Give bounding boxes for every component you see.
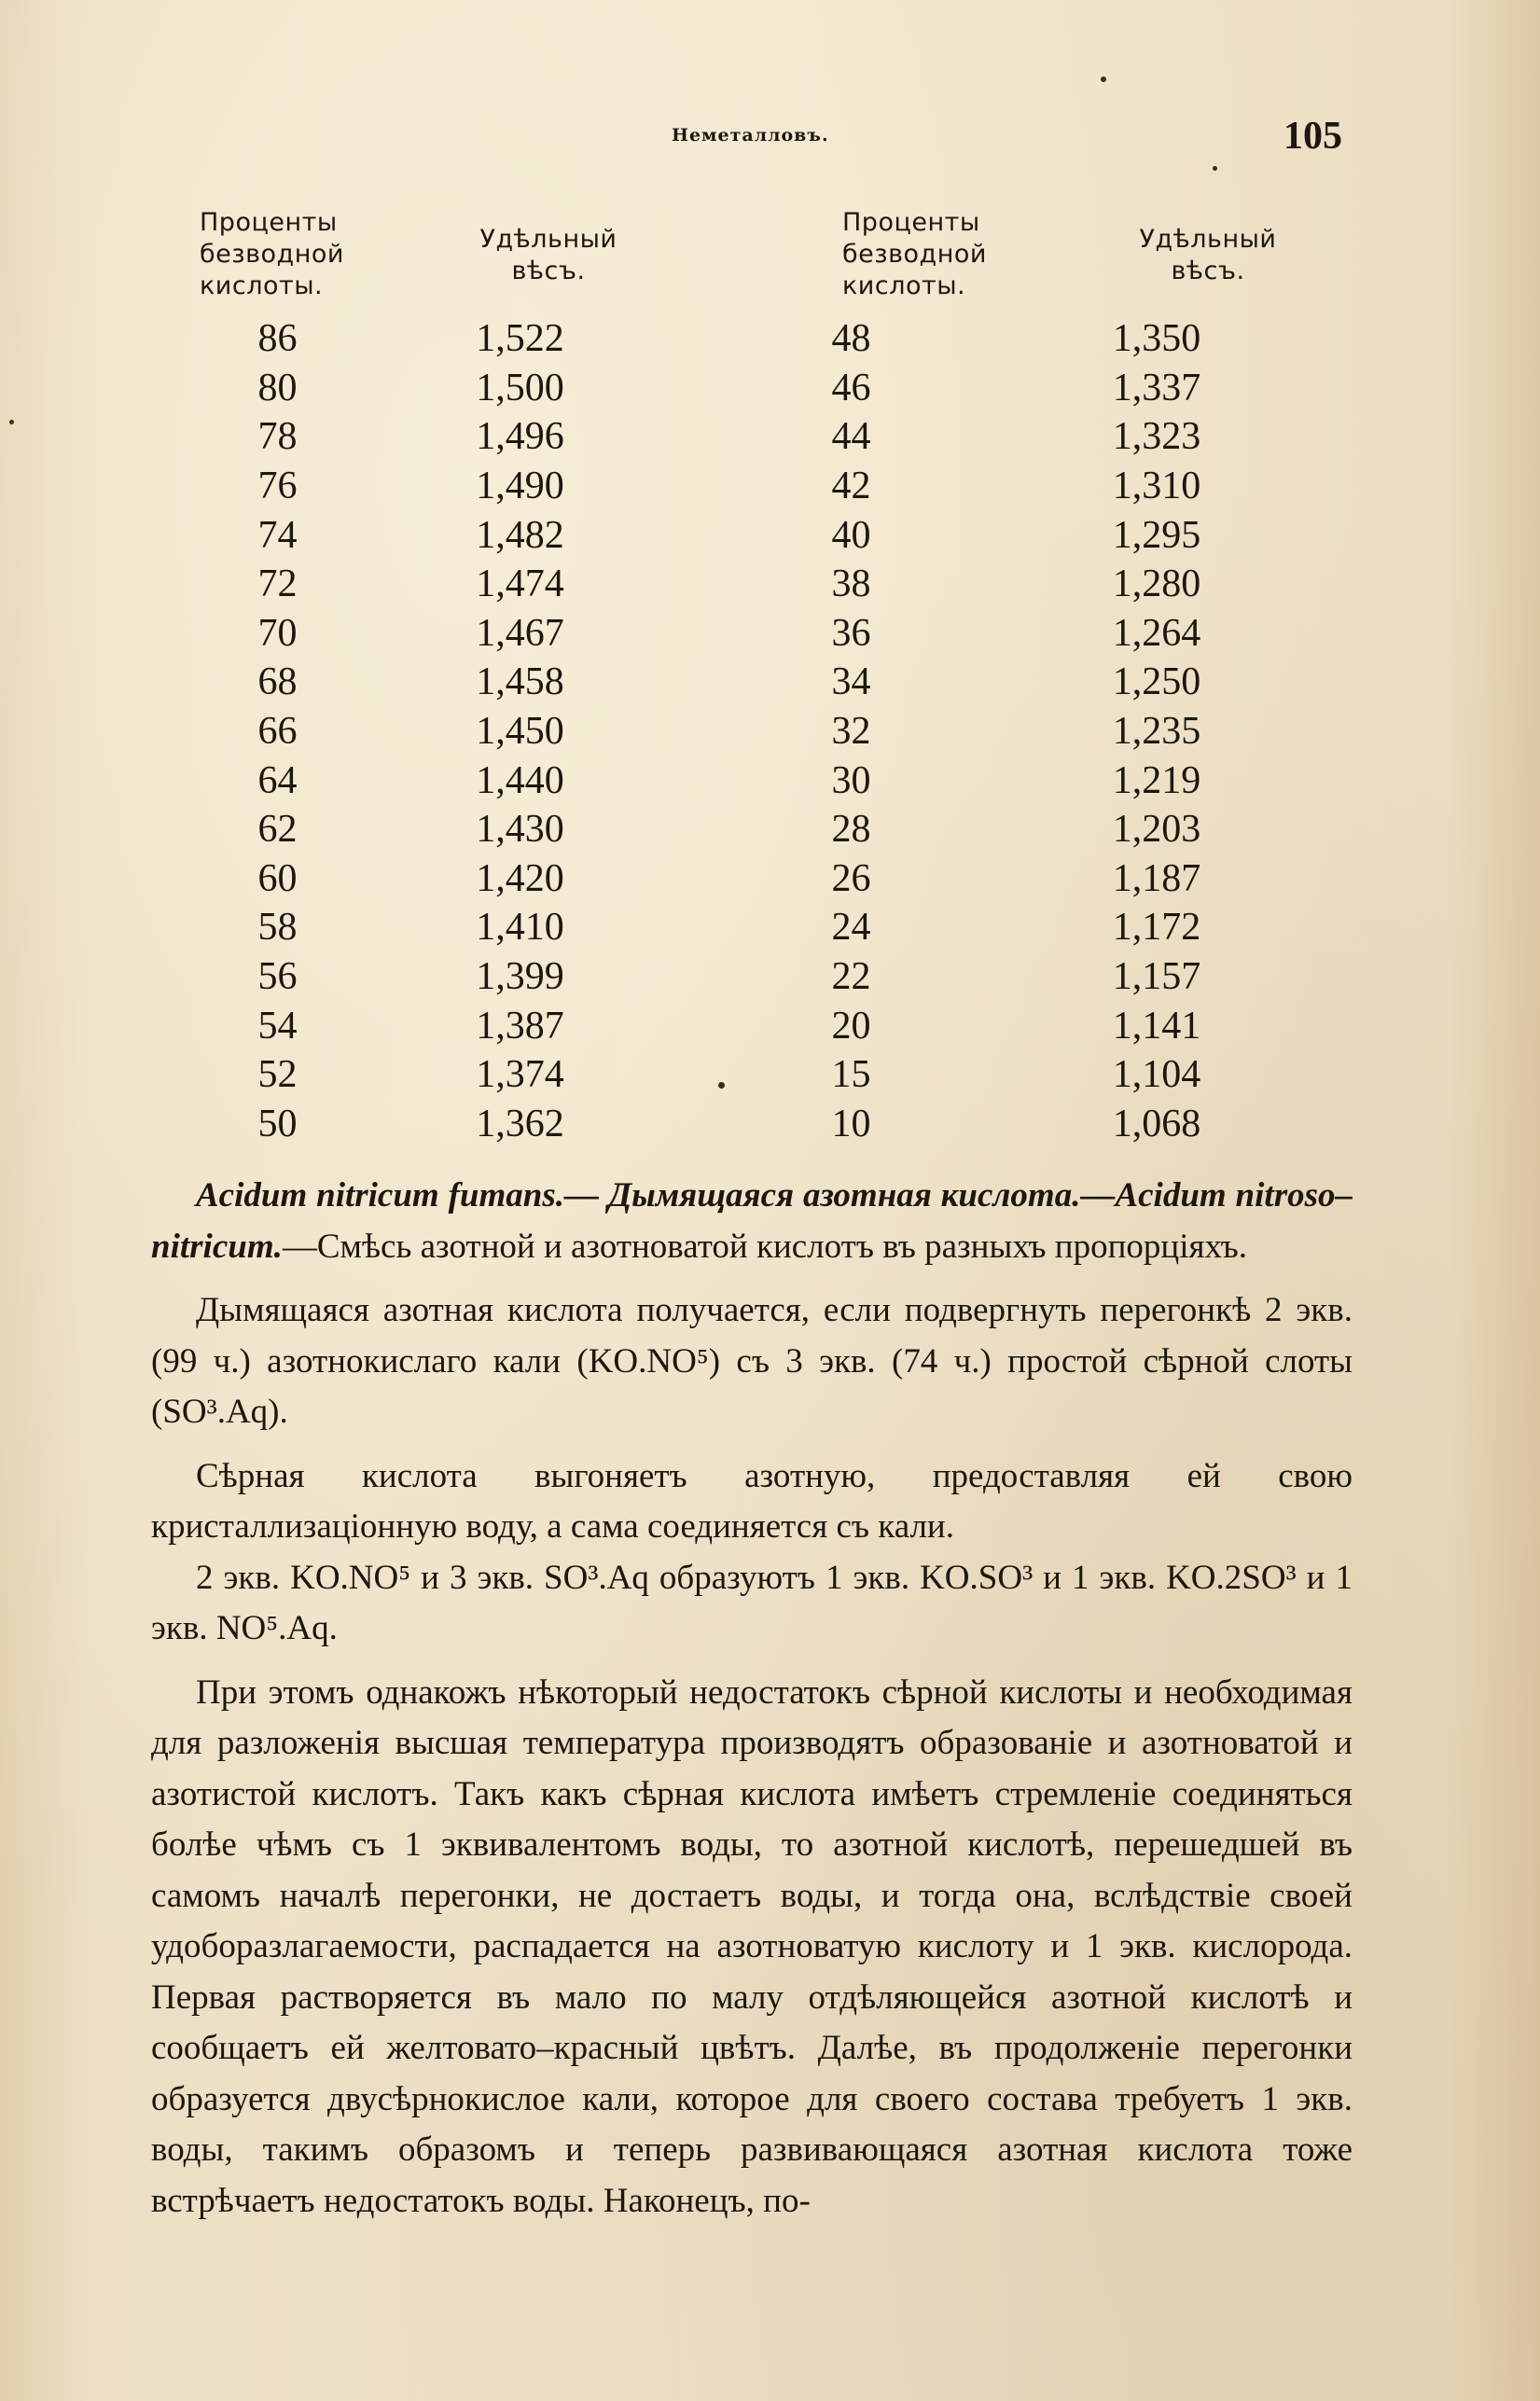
table-row [196, 756, 1292, 805]
weight-right-cell: 1,250 [1112, 660, 1201, 704]
percent-right-cell: 32 [831, 710, 871, 754]
weight-left-cell: 1,440 [476, 758, 564, 802]
column-header-percent-left [200, 207, 344, 302]
table-row [196, 364, 1292, 413]
weight-right-cell: 1,104 [1112, 1053, 1201, 1097]
header-line: Проценты [842, 208, 980, 237]
header-line: Проценты [200, 208, 338, 237]
percent-left-cell: 78 [257, 415, 298, 459]
weight-right-cell: 1,310 [1112, 465, 1201, 508]
percent-left-cell: 66 [257, 710, 298, 754]
weight-right-cell: 1,068 [1112, 1102, 1201, 1145]
weight-right-cell: 1,350 [1112, 317, 1201, 361]
weight-right-cell: 1,203 [1112, 808, 1201, 852]
definition-rest: —Смѣсь азотной и азотноватой кислотъ въ разныхъ пропорціяхъ. [282, 1227, 1247, 1266]
percent-left-cell: 86 [257, 317, 298, 361]
page-number: 105 [1283, 115, 1342, 158]
weight-left-cell: 1,410 [476, 906, 564, 950]
table-row [196, 510, 1292, 560]
table-row [196, 560, 1292, 609]
percent-left-cell: 62 [257, 808, 298, 852]
header-line: Удѣльный [479, 225, 617, 254]
percent-left-cell: 70 [257, 611, 298, 655]
table-row [196, 462, 1292, 511]
percent-right-cell: 40 [831, 513, 871, 557]
weight-left-cell: 1,458 [476, 660, 564, 704]
weight-left-cell: 1,500 [476, 366, 564, 409]
percent-right-cell: 28 [831, 808, 871, 852]
percent-left-cell: 50 [257, 1102, 298, 1145]
weight-right-cell: 1,172 [1112, 906, 1201, 950]
weight-left-cell: 1,399 [476, 955, 564, 999]
percent-right-cell: 22 [831, 955, 871, 999]
header-line: вѣсъ. [1171, 257, 1245, 285]
paragraph-reaction: Сѣрная кислота выгоняетъ азотную, предоставляя ей свою кристаллизаціонную воду, а сама соединяется съ кали. [151, 1456, 1353, 1546]
weight-right-cell: 1,337 [1112, 366, 1201, 409]
table-row [196, 854, 1292, 904]
percent-right-cell: 10 [831, 1102, 871, 1145]
header-line: безводной [200, 240, 344, 269]
percent-right-cell: 15 [831, 1053, 871, 1097]
percent-right-cell: 26 [831, 856, 871, 900]
body-text [151, 1171, 1353, 2227]
percent-left-cell: 54 [257, 1004, 298, 1048]
weight-left-cell: 1,362 [476, 1102, 564, 1145]
paragraph-equation: 2 экв. KO.NO⁵ и 3 экв. SO³.Aq образуютъ 1 экв. KO.SO³ и 1 экв. KO.2SO³ и 1 экв. NO⁵.Aq. [151, 1558, 1353, 1647]
paragraph-definition [151, 1171, 1353, 1272]
weight-left-cell: 1,490 [476, 465, 564, 508]
percent-left-cell: 68 [257, 660, 298, 704]
header-line: безводной [842, 240, 987, 269]
weight-left-cell: 1,522 [476, 317, 564, 361]
weight-right-cell: 1,187 [1112, 856, 1201, 900]
paper-speck [718, 1082, 725, 1089]
weight-left-cell: 1,482 [476, 513, 564, 557]
specific-gravity-table [196, 314, 1292, 1148]
weight-left-cell: 1,450 [476, 710, 564, 754]
column-header-weight-left [465, 224, 632, 287]
weight-left-cell: 1,430 [476, 808, 564, 852]
table-row [196, 707, 1292, 756]
table-row [196, 1100, 1292, 1149]
weight-right-cell: 1,157 [1112, 955, 1201, 999]
weight-right-cell: 1,235 [1112, 710, 1201, 754]
weight-left-cell: 1,467 [476, 611, 564, 655]
table-row [196, 1050, 1292, 1100]
weight-left-cell: 1,496 [476, 415, 564, 459]
header-line: кислоты. [200, 271, 324, 300]
latin-names: Acidum nitricum fumans.— Дымящаяся азотная кислота.—Acidum nitroso–nitricum. [151, 1176, 1353, 1266]
table-row [196, 1001, 1292, 1050]
header-line: Удѣльный [1139, 225, 1277, 254]
percent-right-cell: 34 [831, 660, 871, 704]
weight-right-cell: 1,295 [1112, 513, 1201, 557]
percent-left-cell: 72 [257, 562, 298, 606]
table-row [196, 805, 1292, 854]
paragraph-preparation: Дымящаяся азотная кислота получается, если подвергнуть перегонкѣ 2 экв. (99 ч.) азотнокислаго кали (KO.NO⁵) съ 3 экв. (74 ч.) простой сѣрной слоты (SO³.Aq). [151, 1291, 1353, 1431]
weight-right-cell: 1,280 [1112, 562, 1201, 606]
percent-right-cell: 42 [831, 465, 871, 508]
percent-right-cell: 44 [831, 415, 871, 459]
weight-right-cell: 1,219 [1112, 758, 1201, 802]
percent-left-cell: 60 [257, 856, 298, 900]
weight-left-cell: 1,420 [476, 856, 564, 900]
table-row [196, 952, 1292, 1002]
percent-left-cell: 76 [257, 465, 298, 508]
header-line: вѣсъ. [511, 257, 586, 285]
percent-right-cell: 46 [831, 366, 871, 409]
percent-left-cell: 80 [257, 366, 298, 409]
percent-left-cell: 52 [257, 1053, 298, 1097]
column-header-weight-right [1124, 224, 1292, 287]
table-row [196, 609, 1292, 659]
percent-left-cell: 74 [257, 513, 298, 557]
paragraph-explanation: При этомъ однакожъ нѣкоторый недостатокъ сѣрной кислоты и необходимая для разложенія высшая температура производятъ образованіе и азотноватой и азотистой кислотъ. Такъ какъ сѣрная кислота имѣетъ стремленіе соединяться болѣе чѣмъ съ 1 эквивалентомъ воды, то азотной кислотѣ, перешедшей въ самомъ началѣ перегонки, не достаетъ воды, и тогда она, вслѣдствіе своей удоборазлагаемости, распадается на азотноватую кислоту и 1 экв. кислорода. Первая растворяется въ мало по малу отдѣляющейся азотной кислотѣ и сообщаетъ ей желтовато–красный цвѣтъ. Далѣе, въ продолженіе перегонки образуется двусѣрнокислое кали, которое для своего состава требуетъ 1 экв. воды, такимъ образомъ и теперь развивающаяся азотная кислота тоже встрѣчаетъ недостатокъ воды. Наконецъ, по- [151, 1672, 1353, 2220]
table-row [196, 412, 1292, 462]
running-head: Неметалловъ. [672, 125, 829, 146]
weight-left-cell: 1,387 [476, 1004, 564, 1048]
percent-left-cell: 64 [257, 758, 298, 802]
table-row [196, 903, 1292, 952]
paper-speck [1213, 166, 1217, 171]
table-row [196, 314, 1292, 364]
percent-right-cell: 30 [831, 758, 871, 802]
table-row [196, 658, 1292, 707]
column-header-percent-right [842, 207, 987, 302]
percent-left-cell: 58 [257, 906, 298, 950]
weight-left-cell: 1,474 [476, 562, 564, 606]
paper-speck [1101, 76, 1106, 82]
weight-right-cell: 1,323 [1112, 415, 1201, 459]
paper-speck [9, 420, 14, 424]
percent-right-cell: 36 [831, 611, 871, 655]
percent-right-cell: 48 [831, 317, 871, 361]
percent-right-cell: 20 [831, 1004, 871, 1048]
header-line: кислоты. [842, 271, 966, 300]
weight-right-cell: 1,141 [1112, 1004, 1201, 1048]
weight-left-cell: 1,374 [476, 1053, 564, 1097]
weight-right-cell: 1,264 [1112, 611, 1201, 655]
percent-left-cell: 56 [257, 955, 298, 999]
percent-right-cell: 24 [831, 906, 871, 950]
percent-right-cell: 38 [831, 562, 871, 606]
